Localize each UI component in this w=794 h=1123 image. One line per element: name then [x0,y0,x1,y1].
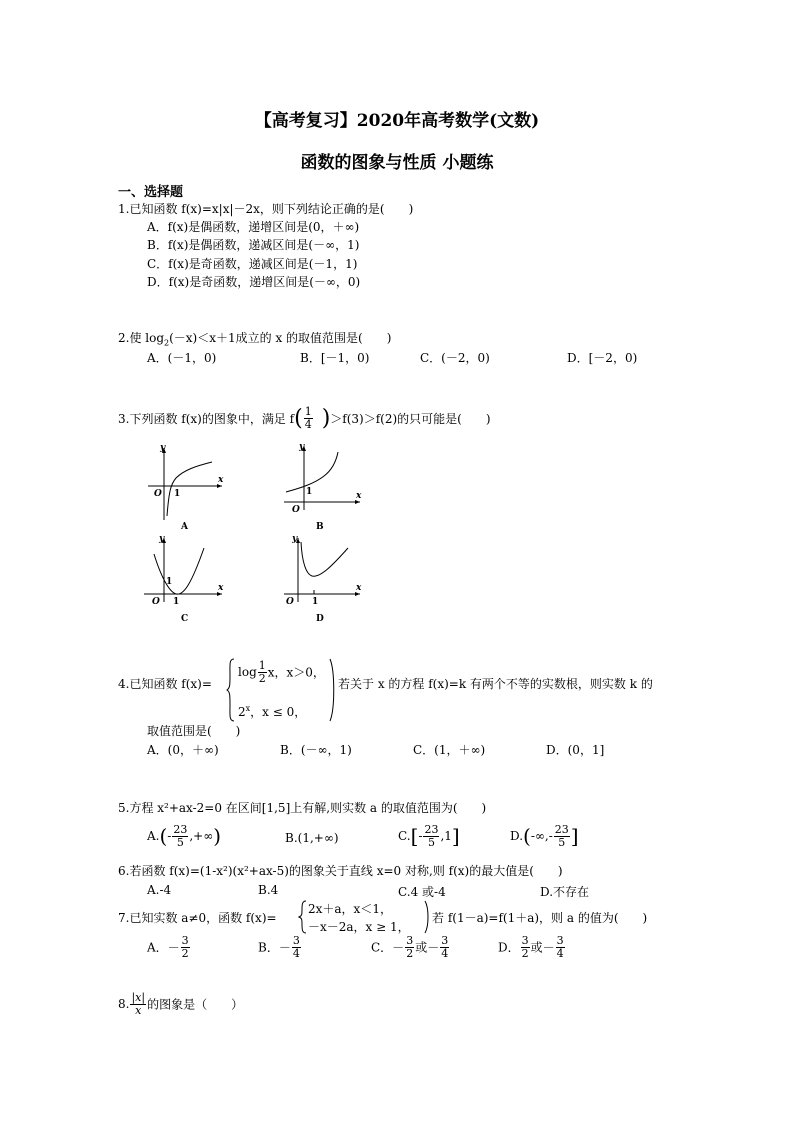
q5-d-letter: D. [510,829,524,844]
q4-option-c: C．(1，＋∞) [413,743,486,757]
q7-d-pre: D． [498,940,520,955]
q5-c-frac [423,824,439,848]
q7-a-pre: A．－ [147,940,180,955]
q4-case1-cond: x，x＞0， [267,665,325,680]
graph-d-y-label: y [292,534,298,544]
graph-c-tick-1y: 1 [166,577,173,587]
q8-post: 的图象是（ ） [147,997,244,1012]
graph-c-label: C [181,614,189,624]
q3-stem-pre: 3.下列函数 f(x)的图象中，满足 f [118,412,295,426]
q1-option-c: C．f(x)是奇函数，递减区间是(－1，1) [147,257,358,271]
q4-case1-base-den: 2 [258,671,266,685]
q7-left-brace [298,900,308,934]
page-subtitle: 函数的图象与性质 小题练 [300,153,494,173]
q4-stem-line2: 取值范围是( ) [147,724,241,738]
q5-c-tail: ,1 [440,829,452,844]
graph-d-origin: O [286,597,294,607]
q5-c-num: 23 [424,823,439,836]
q7-c-mid: 或－ [415,940,440,955]
q8-den: x [135,1003,142,1017]
q7-a-num: 3 [181,934,189,947]
graph-c-origin: O [152,597,160,607]
graph-b-label: B [316,522,324,532]
q5-d-num: 23 [554,823,569,836]
q3-frac-den: 4 [304,418,312,431]
q7-d-frac1 [521,935,530,959]
graph-c [140,532,230,627]
q4-case2-base: 2 [238,705,246,719]
q5-option-c [398,824,460,848]
page-title: 【高考复习】2020年高考数学(文数) [254,111,540,131]
q2-log-base: 2 [164,338,170,348]
q4-stem-pre: 4.已知函数 f(x)= [118,677,212,691]
q7-d-num1: 3 [521,934,529,947]
q3-fraction [304,406,313,430]
q8-stem [118,992,243,1016]
q4-case1-base [258,660,267,684]
q4-case2-exp: x [245,704,251,713]
q7-c-den2: 4 [441,946,449,960]
q2-stem [118,329,391,347]
q2-option-a: A．(－1，0) [147,351,217,365]
section-heading: 一、选择题 [118,185,184,200]
q8-num: |x| [131,991,146,1004]
q5-d-head: -∞,- [530,829,553,844]
graph-b-origin: O [292,505,300,515]
q3-frac-num: 1 [304,405,312,419]
graph-a-origin: O [154,489,162,499]
q5-d-open: ( [523,824,531,849]
graph-d-x-label: x [356,583,362,593]
graph-c-x-label: x [218,583,224,593]
q7-case2: －x－2a，x ≥ 1， [308,920,410,934]
q4-case1 [238,660,325,684]
q7-b-den: 4 [292,946,300,960]
q5-a-close: ) [213,824,222,849]
q4-case2 [238,703,306,720]
q5-a-tail: ,+∞ [189,829,214,844]
q7-c-frac1 [405,935,414,959]
q4-option-d: D．(0，1] [546,743,605,757]
q5-c-close: ] [451,824,460,849]
q7-stem-pre: 7.已知实数 a≠0，函数 f(x)= [118,911,277,925]
q1-option-d: D．f(x)是奇函数，递增区间是(－∞，0) [147,275,361,289]
q5-option-b: B.(1,+∞) [285,831,339,845]
q7-stem-post: 若 f(1－a)=f(1＋a)，则 a 的值为( ) [432,911,648,925]
q7-b-frac [292,935,301,959]
q5-a-letter: A. [147,829,160,844]
q5-a-minus: - [167,829,172,844]
q7-d-frac2 [556,935,565,959]
q7-d-den2: 4 [556,946,564,960]
q4-right-paren [328,657,338,723]
q5-d-den: 5 [558,835,566,849]
q7-c-frac2 [440,935,449,959]
q7-option-c [371,935,450,959]
q6-option-a: A.-4 [147,883,172,897]
q7-d-den1: 2 [521,946,529,960]
q7-c-pre: C．－ [371,940,405,955]
graph-c-tick-1x: 1 [173,597,180,607]
q2-stem-pre: 2.使 log [118,331,165,345]
graph-b-y-label: y [299,442,305,452]
q7-d-num2: 3 [556,934,564,947]
q5-stem: 5.方程 x²+ax-2=0 在区间[1,5]上有解,则实数 a 的取值范围为( ) [118,801,487,815]
q4-option-a: A．(0，＋∞) [147,743,219,757]
q7-a-den: 2 [181,946,189,960]
q8-pre: 8. [118,997,130,1012]
q5-a-den: 5 [176,835,184,849]
q7-right-paren [423,900,431,934]
q2-option-b: B．[－1，0) [300,351,370,365]
q4-case2-cond: ，x ≤ 0， [250,705,307,719]
q4-case1-log: log [238,665,257,680]
q6-option-d: D.不存在 [540,885,590,899]
q8-frac [130,992,146,1016]
q3-stem-post: ＞f(3)＞f(2)的只可能是( ) [330,412,491,426]
graph-b-tick-1: 1 [306,487,313,497]
graph-a [140,440,230,535]
q5-a-num: 23 [173,823,188,836]
graph-a-label: A [181,522,188,532]
graph-b [280,440,370,535]
graph-a-tick-1: 1 [174,489,181,499]
q5-c-den: 5 [427,835,435,849]
q2-option-d: D．[－2，0) [567,351,638,365]
q7-c-num1: 3 [406,934,414,947]
graph-c-y-label: y [159,534,165,544]
q3-stem: 3.下列函数 f(x)的图象中，满足 f( $\frac{1}{4}$ )＞f(3)＞f(2)的只可能是( ) [118,405,491,431]
q5-d-close: ] [570,824,579,849]
graph-d [280,532,370,627]
graph-d-label: D [316,614,324,624]
q6-option-b: B.4 [258,883,279,897]
q2-option-c: C．(－2，0) [420,351,490,365]
graph-a-y-label: y [160,443,166,453]
graph-a-x-label: x [218,475,224,485]
q1-option-b: B．f(x)是偶函数，递减区间是(－∞，1) [147,238,360,252]
q1-option-a: A．f(x)是偶函数，递增区间是(0，＋∞) [147,220,360,234]
q4-option-b: B．(－∞，1) [280,743,352,757]
q5-c-letter: C. [398,829,411,844]
q4-case1-base-num: 1 [258,659,266,672]
q6-stem: 6.若函数 f(x)=(1-x²)(x²+ax-5)的图象关于直线 x=0 对称,则 f(x)的最大值是( ) [118,864,563,878]
q5-option-d [510,824,579,848]
q5-c-open: [ [410,824,419,849]
q5-option-a [147,824,221,848]
q5-d-frac [554,824,570,848]
q7-c-num2: 3 [441,934,449,947]
q7-option-d [498,935,566,959]
q7-d-mid: 或－ [530,940,555,955]
q6-option-c: C.4 或-4 [398,885,446,899]
q5-a-frac [172,824,188,848]
q4-stem-post: 若关于 x 的方程 f(x)=k 有两个不等的实数根，则实数 k 的 [338,677,653,691]
graph-b-x-label: x [356,491,362,501]
q7-case1: 2x＋a，x＜1， [308,902,392,916]
q5-c-minus: - [418,829,423,844]
q2-stem-post: (－x)＜x＋1成立的 x 的取值范围是( ) [169,331,392,345]
q7-option-a [147,935,191,959]
q7-a-frac [181,935,190,959]
q7-b-num: 3 [292,934,300,947]
q7-option-b [258,935,302,959]
q1-stem: 1.已知函数 f(x)=x|x|－2x，则下列结论正确的是( ) [118,202,414,216]
q5-a-open: ( [159,824,168,849]
graph-d-tick-1: 1 [312,597,319,607]
q4-left-brace [226,657,236,723]
q7-b-pre: B．－ [258,940,291,955]
q7-c-den1: 2 [406,946,414,960]
